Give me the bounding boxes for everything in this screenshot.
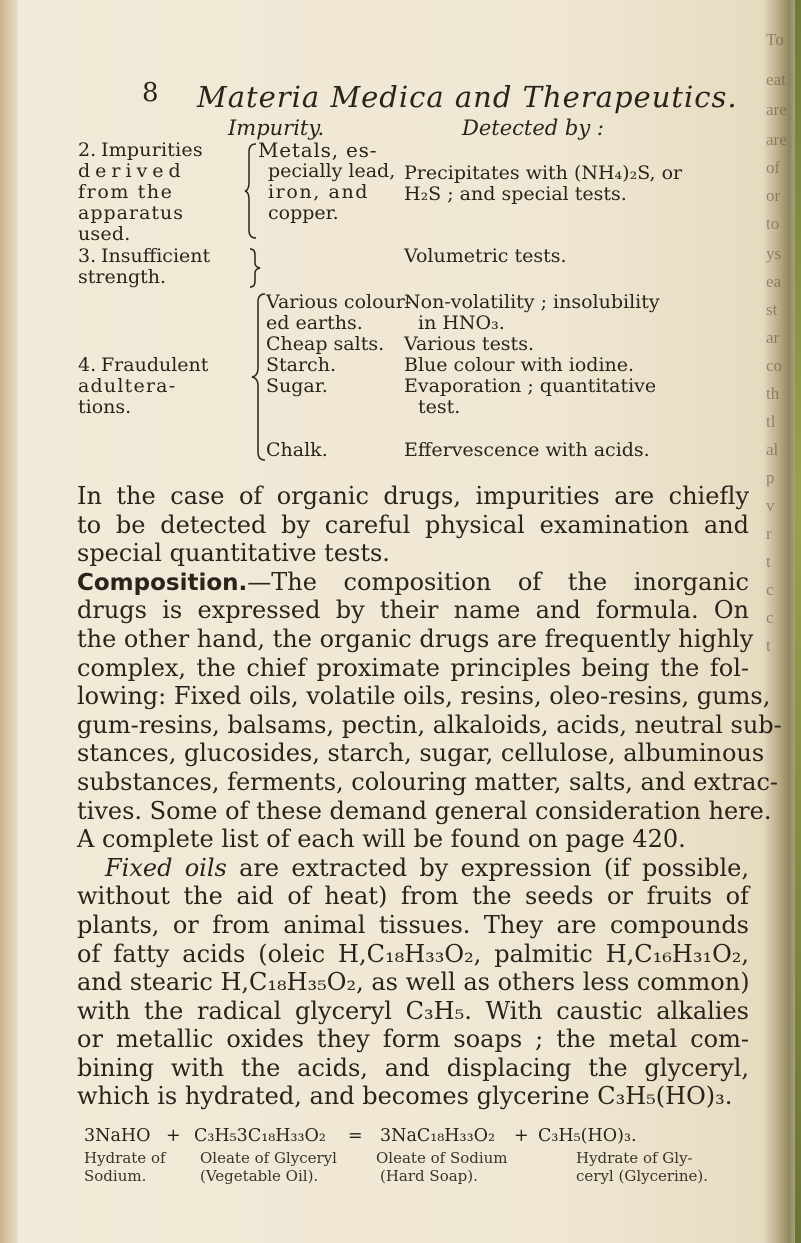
- paragraph-line: and stearic H,C₁₈H₃₅O₂, as well as others less common): [77, 968, 750, 997]
- bleed-text: th: [766, 384, 780, 403]
- equation-label: Hydrate of Gly-: [576, 1149, 693, 1167]
- brace-group-2: [244, 142, 258, 240]
- bleed-text: tl: [766, 412, 776, 431]
- paragraph-line: drugs is expressed by their name and formula. On: [77, 596, 749, 625]
- paragraph-line: Fixed oils are extracted by expression (if possible,: [105, 853, 749, 882]
- impurity-text: pecially lead,: [268, 160, 396, 182]
- bleed-text: ea: [766, 272, 782, 291]
- bleed-text: or: [766, 186, 781, 205]
- paragraph-line: to be detected by careful physical examination and: [77, 510, 749, 539]
- bleed-text: eat: [766, 70, 786, 89]
- group-label: Impurities: [101, 139, 203, 161]
- detected-text: Non-volatility ; insolubility: [404, 291, 660, 313]
- equation-operator: =: [348, 1126, 363, 1146]
- detected-text: Precipitates with (NH₄)₂S, or: [404, 162, 683, 184]
- book-title: Materia Medica and Therapeutics.: [197, 80, 738, 114]
- paragraph-line: of fatty acids (oleic H,C₁₈H₃₃O₂, palmitic H,C₁₆H₃₁O₂,: [77, 939, 749, 968]
- paragraph-line: bining with the acids, and displacing the glyceryl,: [77, 1053, 749, 1082]
- detected-text: test.: [418, 396, 461, 418]
- paragraph-line: tives. Some of these demand general consideration here.: [77, 796, 772, 825]
- paragraph-line: plants, or from animal tissues. They are compounds: [77, 910, 749, 939]
- bleed-text: t: [766, 636, 771, 655]
- group-label: used.: [78, 223, 131, 245]
- column-head-detected-by: Detected by :: [462, 116, 604, 140]
- impurity-text: Cheap salts.: [266, 333, 385, 355]
- bleed-text: co: [766, 356, 783, 375]
- brace-group-3: [248, 247, 262, 289]
- impurity-text: Starch.: [266, 354, 336, 376]
- impurity-text: iron, and: [268, 181, 370, 203]
- paragraph-line: special quantitative tests.: [77, 539, 390, 568]
- detected-text: H₂S ; and special tests.: [404, 183, 627, 205]
- equation-label: Oleate of Sodium: [376, 1149, 508, 1167]
- detected-text: Volumetric tests.: [404, 245, 567, 267]
- bleed-text: To: [766, 30, 784, 49]
- equation-label: (Hard Soap).: [380, 1167, 478, 1185]
- bleed-text: c: [766, 608, 774, 627]
- column-head-impurity: Impurity.: [228, 116, 325, 140]
- impurity-text: ed earths.: [266, 312, 363, 334]
- bleed-text: ar: [766, 328, 780, 347]
- equation-label: (Vegetable Oil).: [200, 1167, 319, 1185]
- paragraph-line: complex, the chief proximate principles being the fol-: [77, 653, 749, 682]
- group-number: 3.: [78, 245, 97, 267]
- equation-operator: +: [166, 1126, 181, 1146]
- detected-text: in HNO₃.: [418, 312, 505, 334]
- group-label: apparatus: [78, 202, 185, 224]
- paragraph-line: without the aid of heat) from the seeds or fruits of: [77, 882, 749, 911]
- paragraph-line: lowing: Fixed oils, volatile oils, resins, oleo-resins, gums,: [77, 682, 771, 711]
- group-label: derived: [78, 160, 186, 182]
- impurity-text: Metals, es-: [258, 138, 378, 162]
- impurity-text: Sugar.: [266, 375, 328, 397]
- paragraph-line: which is hydrated, and becomes glycerine C₃H₅(HO)₃.: [77, 1082, 733, 1111]
- group-label: Fraudulent: [101, 354, 209, 376]
- composition-heading: Composition.: [77, 569, 248, 596]
- equation-term: 3NaHO: [84, 1126, 151, 1146]
- group-number: 4.: [78, 354, 97, 376]
- bleed-text: st: [766, 300, 778, 319]
- paragraph-line: In the case of organic drugs, impurities are chiefly: [77, 482, 749, 510]
- detected-text: Blue colour with iodine.: [404, 354, 635, 376]
- equation-label: ceryl (Glycerine).: [576, 1167, 708, 1185]
- bleed-text: p: [766, 468, 775, 487]
- detected-text: Evaporation ; quantitative: [404, 375, 657, 397]
- paragraph-line: substances, ferments, colouring matter, salts, and extrac-: [77, 767, 778, 796]
- group-label: Insufficient: [101, 245, 211, 267]
- paragraph-line: the other hand, the organic drugs are frequently highly: [77, 624, 754, 653]
- bleed-text: of: [766, 158, 781, 177]
- page-binding-shadow: [0, 0, 18, 1243]
- body-paragraphs: [77, 482, 782, 1111]
- bleed-text: are: [766, 130, 787, 149]
- equation-term: C₃H₅3C₁₈H₃₃O₂: [194, 1126, 326, 1146]
- bleed-text: c: [766, 580, 774, 599]
- detected-text: Various tests.: [404, 333, 534, 355]
- impurity-text: Various colour-: [266, 291, 412, 313]
- bleed-text: al: [766, 440, 779, 459]
- running-header: [142, 78, 738, 116]
- group-number: 2.: [78, 139, 97, 161]
- equation-term: 3NaC₁₈H₃₃O₂: [380, 1126, 495, 1146]
- detected-text: Effervescence with acids.: [404, 439, 650, 461]
- group-label: strength.: [78, 266, 167, 288]
- paragraph-line: gum-resins, balsams, pectin, alkaloids, acids, neutral sub-: [77, 710, 782, 739]
- paragraph-line: with the radical glyceryl C₃H₅. With caustic alkalies: [77, 996, 749, 1025]
- impurity-text: Chalk.: [266, 439, 328, 461]
- equation-term: C₃H₅(HO)₃.: [538, 1126, 637, 1146]
- bleed-text: ys: [766, 244, 782, 263]
- group-label: adultera-: [78, 375, 177, 397]
- bleed-text: v: [766, 496, 775, 515]
- bleed-text: are: [766, 100, 787, 119]
- fixed-oils-heading: Fixed oils: [105, 853, 227, 882]
- equation-label: Sodium.: [84, 1167, 147, 1185]
- bleed-text: t: [766, 552, 771, 571]
- paragraph-line: A complete list of each will be found on page 420.: [77, 825, 686, 854]
- equation-operator: +: [514, 1126, 529, 1146]
- page-number: 8: [142, 78, 160, 108]
- group-label: from the: [78, 181, 174, 203]
- paragraph-line: Composition.—The composition of the inorganic: [77, 567, 749, 596]
- bleed-text: to: [766, 214, 780, 233]
- equation-label: Hydrate of: [84, 1149, 166, 1167]
- impurity-text: copper.: [268, 202, 339, 224]
- equation-label: Oleate of Glyceryl: [200, 1149, 337, 1167]
- brace-group-4: [251, 292, 267, 462]
- bleed-text: r: [766, 524, 772, 543]
- group-label: tions.: [78, 396, 132, 418]
- paragraph-line: or metallic oxides they form soaps ; the metal com-: [77, 1025, 749, 1054]
- paragraph-line: stances, glucosides, starch, sugar, cellulose, albuminous: [77, 739, 765, 768]
